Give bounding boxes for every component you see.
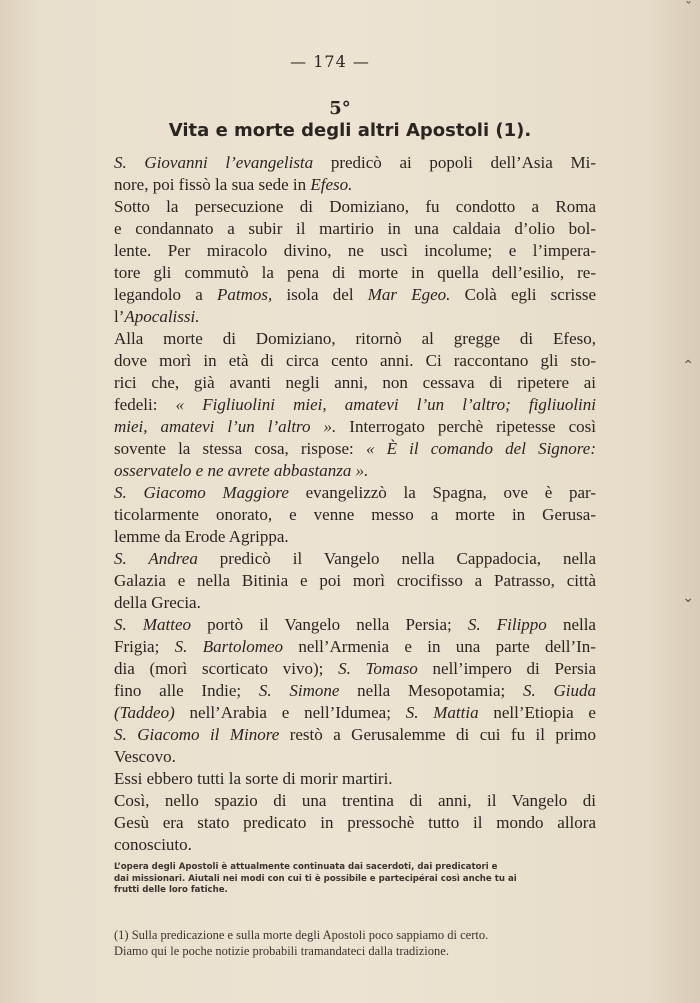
- text-run: portò il Vangelo nella Persia;: [191, 615, 468, 634]
- top-edge-mark: ˇ: [685, 0, 692, 16]
- text-run: restò a Gerusalemme di cui fu il primo: [279, 725, 597, 744]
- text-run: dove morì in età di circa cento anni. Ci raccontano gli sto-: [114, 351, 596, 370]
- text-line: [114, 548, 596, 570]
- italic-text: « Figliuolini miei, amatevi l’un l’altro; figliuolini: [175, 395, 596, 414]
- italic-text: S. Giacomo Maggiore: [114, 483, 289, 502]
- page-number: — 174 —: [290, 52, 370, 71]
- text-line: [114, 460, 596, 482]
- margin-tick-mark: ⌃: [682, 358, 694, 374]
- text-run: e condannato a subir il martirio in una caldaia d’olio bol-: [114, 219, 596, 238]
- text-run: Essi ebbero tutti la sorte di morir martiri.: [114, 769, 393, 788]
- text-line: [114, 372, 596, 394]
- text-line: [114, 680, 596, 702]
- text-run: conosciuto.: [114, 835, 192, 854]
- text-run: Sotto la persecuzione di Domiziano, fu condotto a Roma: [114, 197, 596, 216]
- italic-text: S. Mattia: [405, 703, 479, 722]
- text-run: nella Mesopotamia;: [339, 681, 523, 700]
- text-run: Alla morte di Domiziano, ritornò al gregge di Efeso,: [114, 329, 596, 348]
- italic-text: Patmos,: [217, 285, 273, 304]
- text-run: sovente la stessa cosa, rispose:: [114, 439, 366, 458]
- text-run: Galazia e nella Bitinia e poi morì crocifisso a Patrasso, città: [114, 571, 596, 590]
- italic-text: « È il comando del Signore:: [365, 439, 597, 458]
- text-line: [114, 614, 596, 636]
- italic-text: S. Andrea: [114, 549, 198, 568]
- text-run: nell’Armenia e in una parte dell’In-: [283, 637, 596, 656]
- text-line: [114, 416, 596, 438]
- footnote: [114, 927, 600, 959]
- text-run: nore, poi fissò la sua sede in: [114, 175, 311, 194]
- text-run: Vescovo.: [114, 747, 176, 766]
- text-run: nell’Arabia e nell’Idumea;: [174, 703, 406, 722]
- text-run: Interrogato perchè ripetesse così: [336, 417, 596, 436]
- body-text: [114, 152, 596, 856]
- text-line: [114, 218, 596, 240]
- text-line: [114, 350, 596, 372]
- text-line: [114, 570, 596, 592]
- text-line: [114, 724, 596, 746]
- text-line: [114, 834, 596, 856]
- text-line: [114, 636, 596, 658]
- italic-text: S. Bartolomeo: [174, 637, 284, 656]
- note-line: frutti delle loro fatiche.: [114, 885, 228, 895]
- italic-text: S. Matteo: [114, 615, 192, 634]
- text-run: Gesù era stato predicato in pressochè tutto il mondo allora: [114, 813, 596, 832]
- text-run: isola del: [272, 285, 368, 304]
- note-line: L’opera degli Apostoli è attualmente continuata dai sacerdoti, dai predicatori e: [114, 862, 498, 872]
- text-line: [114, 394, 596, 416]
- text-line: [114, 790, 596, 812]
- text-run: della Grecia.: [114, 593, 201, 612]
- section-title: Vita e morte degli altri Apostoli (1).: [168, 120, 532, 141]
- text-run: Così, nello spazio di una trentina di anni, il Vangelo di: [114, 791, 596, 810]
- italic-text: S. Simone: [258, 681, 340, 700]
- italic-text: miei, amatevi l’un l’altro ».: [114, 417, 337, 436]
- text-line: [114, 658, 596, 680]
- section-number: 5°: [329, 98, 351, 119]
- italic-text: Apocalissi.: [124, 307, 200, 326]
- text-run: evangelizzò la Spagna, ove è par-: [288, 483, 596, 502]
- text-run: nell’impero di Persia: [417, 659, 597, 678]
- text-run: Colà egli scrisse: [450, 285, 596, 304]
- footnote-line: (1) Sulla predicazione e sulla morte degli Apostoli poco sappiamo di certo.: [114, 928, 489, 942]
- text-line: [114, 196, 596, 218]
- italic-text: osservatelo e ne avrete abbastanza ».: [114, 461, 369, 480]
- text-run: fino alle Indie;: [114, 681, 259, 700]
- italic-text: S. Giovanni l’evangelista: [114, 153, 314, 172]
- text-line: [114, 482, 596, 504]
- boxed-note: [114, 862, 600, 897]
- text-line: [114, 284, 596, 306]
- italic-text: S. Tomaso: [338, 659, 418, 678]
- text-run: nell’Etiopia e: [478, 703, 596, 722]
- text-run: predicò il Vangelo nella Cappadocia, nella: [197, 549, 597, 568]
- text-line: [114, 504, 596, 526]
- text-line: [114, 812, 596, 834]
- text-run: predicò ai popoli dell’Asia Mi-: [313, 153, 596, 172]
- italic-text: (Taddeo): [114, 703, 175, 722]
- text-line: [114, 592, 596, 614]
- text-run: lente. Per miracolo divino, ne uscì incolume; e l’impera-: [114, 241, 596, 260]
- margin-tick-mark: ⌄: [682, 590, 694, 606]
- text-line: [114, 702, 596, 724]
- text-run: fedeli:: [114, 395, 176, 414]
- text-line: [114, 240, 596, 262]
- note-line: dai missionari. Aiutali nei modi con cui ti è possibile e partecipérai così anche tu ai: [114, 873, 517, 884]
- text-line: [114, 262, 596, 284]
- italic-text: Mar Egeo.: [367, 285, 451, 304]
- italic-text: S. Giacomo il Minore: [114, 725, 280, 744]
- text-line: [114, 174, 596, 196]
- text-line: [114, 768, 596, 790]
- text-run: tore gli commutò la pena di morte in quella dell’esilio, re-: [114, 263, 596, 282]
- text-run: legandolo a: [114, 285, 217, 304]
- text-run: ticolarmente onorato, e venne messo a morte in Gerusa-: [114, 505, 596, 524]
- text-run: Frigia;: [114, 637, 175, 656]
- text-run: rici che, già avanti negli anni, non cessava di ripetere ai: [114, 373, 596, 392]
- text-line: [114, 526, 596, 548]
- footnote-line: Diamo qui le poche notizie probabili tramandateci dalla tradizione.: [114, 944, 449, 958]
- italic-text: S. Giuda: [523, 681, 597, 700]
- text-run: nella: [546, 615, 596, 634]
- italic-text: Efeso.: [310, 175, 353, 194]
- text-line: [114, 152, 596, 174]
- text-run: l’: [114, 307, 125, 326]
- italic-text: S. Filippo: [467, 615, 547, 634]
- text-run: dia (morì scorticato vivo);: [114, 659, 339, 678]
- text-line: [114, 306, 596, 328]
- text-line: [114, 438, 596, 460]
- text-line: [114, 328, 596, 350]
- text-line: [114, 746, 596, 768]
- text-run: lemme da Erode Agrippa.: [114, 527, 289, 546]
